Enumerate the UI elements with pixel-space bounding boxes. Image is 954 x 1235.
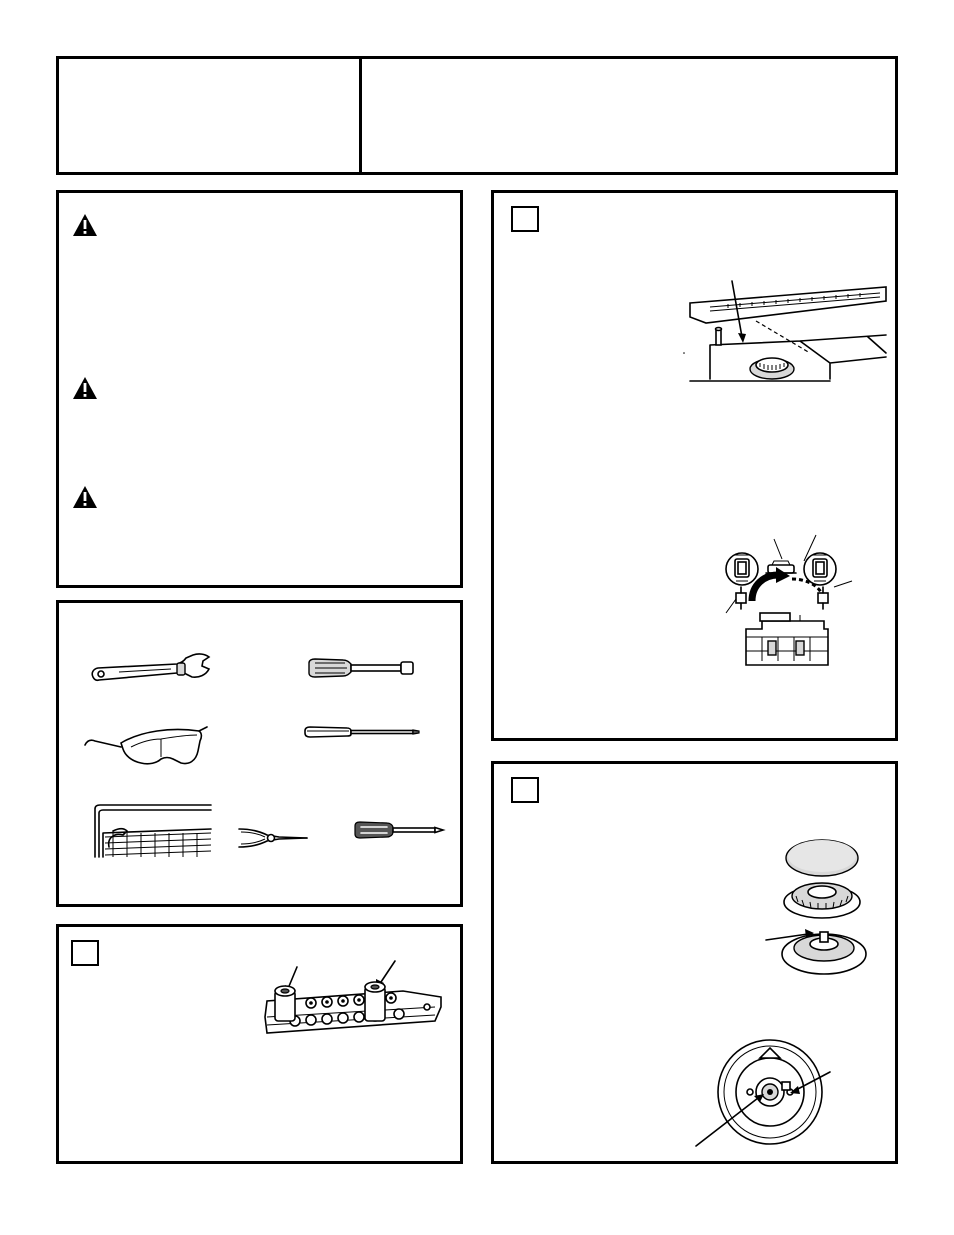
igniter-detail-illustration: [716, 531, 854, 671]
step-box-maintop: [491, 190, 898, 741]
flat-blade-screwdriver-icon: [303, 723, 421, 741]
safety-glasses-icon: [81, 721, 211, 771]
tools-box: [56, 600, 463, 907]
warnings-box: [56, 190, 463, 588]
warning-triangle-icon: [72, 213, 98, 237]
step-number-box: [511, 777, 539, 803]
oven-rack-icon: [93, 803, 213, 861]
step-box-orifices: [56, 924, 463, 1164]
burner-exploded-illustration: [762, 836, 872, 976]
maintop-illustration: [680, 281, 892, 381]
step-box-burner: [491, 761, 898, 1164]
phillips-screwdriver-icon: [353, 819, 445, 841]
orifice-holder-illustration: [255, 955, 445, 1041]
step-number-box: [511, 206, 539, 232]
header-divider: [359, 59, 362, 172]
step-number-box: [71, 940, 99, 966]
nut-driver-icon: [307, 657, 417, 679]
warning-triangle-icon: [72, 376, 98, 400]
header-box: [56, 56, 898, 175]
needle-nose-pliers-icon: [237, 825, 309, 851]
adjustable-wrench-icon: [89, 653, 214, 688]
warning-triangle-icon: [72, 485, 98, 509]
burner-base-top-view: [694, 1032, 844, 1156]
